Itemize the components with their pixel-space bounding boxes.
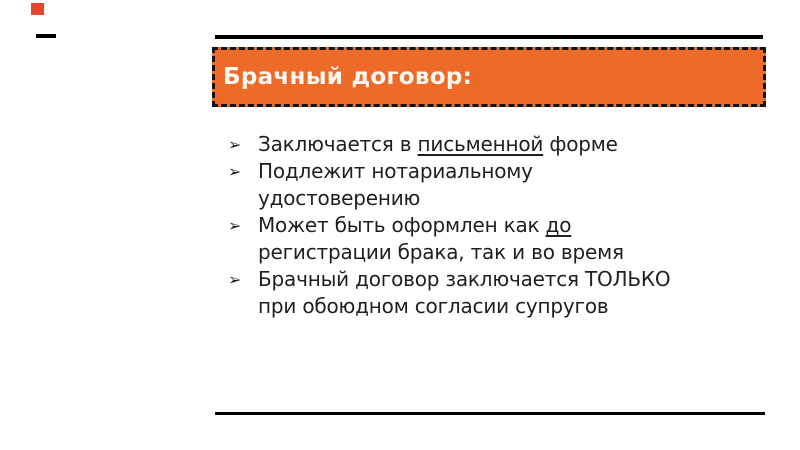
text-segment: Заключается в [258, 132, 418, 156]
bullet-arrow-icon: ➢ [228, 270, 242, 289]
list-item-line [258, 212, 748, 239]
list-item [228, 266, 748, 320]
bullet-list [228, 131, 748, 320]
list-item [228, 158, 748, 212]
text-segment: при обоюдном согласии супругов [258, 294, 609, 318]
list-item-line [258, 158, 748, 185]
list-item-text [258, 131, 748, 158]
slide-title: Брачный договор: [223, 64, 473, 90]
text-segment: Может быть оформлен как [258, 213, 546, 237]
bullet-arrow-icon: ➢ [228, 216, 242, 235]
text-segment: Брачный договор заключается ТОЛЬКО [258, 267, 671, 291]
list-item-line [258, 131, 748, 158]
title-box [212, 47, 766, 107]
text-segment-underlined: письменной [417, 132, 544, 156]
list-item-line [258, 185, 748, 212]
text-segment: регистрации брака, так и во время [258, 240, 624, 264]
accent-square [31, 3, 44, 15]
top-rule [215, 35, 763, 39]
list-item-line [258, 239, 748, 266]
bullet-arrow-icon: ➢ [228, 135, 242, 154]
list-item-text [258, 158, 748, 212]
text-segment: удостоверению [258, 186, 421, 210]
bullet-arrow-icon: ➢ [228, 162, 242, 181]
list-item-line [258, 293, 748, 320]
text-segment: форме [543, 132, 618, 156]
list-item [228, 212, 748, 266]
text-segment: Подлежит нотариальному [258, 159, 533, 183]
bottom-rule [215, 412, 765, 415]
accent-dash [36, 34, 56, 38]
list-item-line [258, 266, 748, 293]
text-segment-underlined: до [545, 213, 572, 237]
list-item-text [258, 266, 748, 320]
list-item-text [258, 212, 748, 266]
list-item [228, 131, 748, 158]
